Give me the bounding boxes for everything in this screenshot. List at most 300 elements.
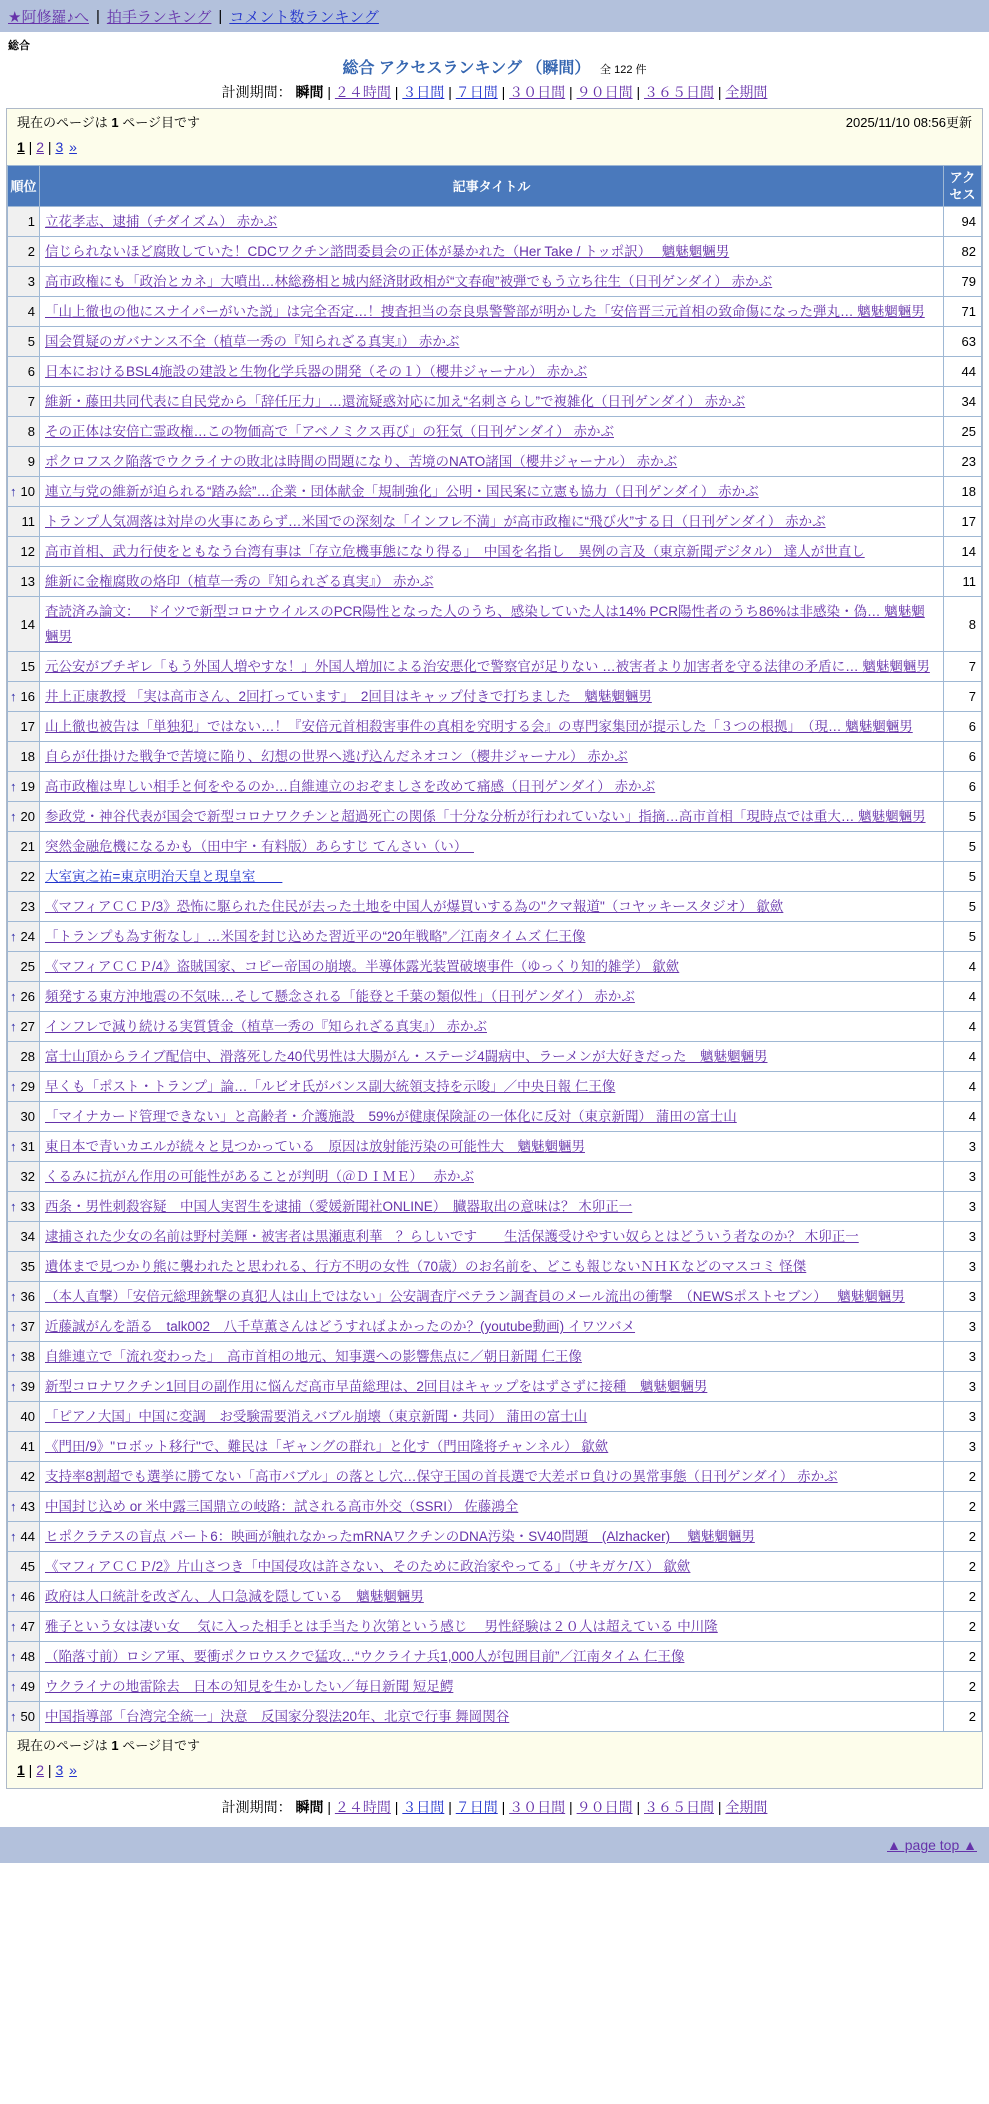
updated-timestamp: 2025/11/10 08:56更新 <box>845 115 972 130</box>
up-arrow-icon: ↑ <box>10 1289 17 1304</box>
title-cell <box>40 682 944 712</box>
rank-value: 5 <box>27 334 35 349</box>
rank-value: 19 <box>20 779 35 794</box>
period-separator: | <box>323 1799 335 1815</box>
article-link[interactable]: 早くも「ポスト・トランプ」論…「ルビオ氏がバンス副大統領支持を示唆」／中央日報 仁王像 <box>45 1079 616 1094</box>
title-cell <box>40 1072 944 1102</box>
rank-cell <box>8 1672 40 1702</box>
asyura-home-link[interactable]: ★阿修羅♪へ <box>8 8 89 26</box>
rank-cell <box>8 447 40 477</box>
table-row <box>8 652 982 682</box>
table-row <box>8 1342 982 1372</box>
rank-value: 42 <box>20 1469 35 1484</box>
title-cell <box>40 207 944 237</box>
access-value: 2 <box>944 1492 982 1522</box>
access-value: 2 <box>944 1582 982 1612</box>
rank-cell <box>8 1192 40 1222</box>
rank-cell <box>8 297 40 327</box>
table-row <box>8 802 982 832</box>
access-value: 44 <box>944 357 982 387</box>
rank-cell <box>8 1372 40 1402</box>
access-value: 3 <box>944 1222 982 1252</box>
access-value: 4 <box>944 982 982 1012</box>
access-value: 4 <box>944 952 982 982</box>
table-row <box>8 1312 982 1342</box>
table-row <box>8 682 982 712</box>
access-value: 2 <box>944 1702 982 1732</box>
access-value: 3 <box>944 1282 982 1312</box>
title-line <box>0 55 989 78</box>
table-row <box>8 1522 982 1552</box>
table-row <box>8 1222 982 1252</box>
article-link[interactable]: 富士山頂からライブ配信中、滑落死した40代男性は大腸がん・ステージ4闘病中、ラーメンが大好きだった 魑魅魍魎男 <box>45 1049 768 1064</box>
title-cell <box>40 1012 944 1042</box>
rank-value: 47 <box>20 1619 35 1634</box>
rank-cell <box>8 922 40 952</box>
article-link[interactable]: 《マフィアＣＣＰ/2》片山さつき「中国侵攻は許さない、そのために政治家やってる」（サキガケ/Ｘ） 歙歛 <box>45 1559 691 1574</box>
table-row <box>8 1552 982 1582</box>
article-link[interactable]: ヒポクラテスの盲点 パート6：映画が触れなかったmRNAワクチンのDNA汚染・SV40問題 (Alzhacker) 魑魅魍魎男 <box>45 1529 755 1544</box>
rank-value: 26 <box>20 989 35 1004</box>
period-link[interactable]: ３６５日間 <box>644 84 714 100</box>
rank-cell <box>8 1252 40 1282</box>
title-cell <box>40 237 944 267</box>
article-link[interactable]: 《マフィアＣＣＰ/3》恐怖に駆られた住民が去った土地を中国人が爆買いする為の"クマ報道"（コヤッキースタジオ） 歙歛 <box>45 899 784 914</box>
article-link[interactable]: 元公安がブチギレ「もう外国人増やすな！」外国人増加による治安悪化で警察官が足りない …被害者より加害者を守る法律の矛盾に… 魑魅魍魎男 <box>45 659 930 674</box>
article-link[interactable]: 自維連立で「流れ変わった」 高市首相の地元、知事選への影響焦点に／朝日新聞 仁王像 <box>45 1349 582 1364</box>
table-row <box>8 507 982 537</box>
rank-cell <box>8 357 40 387</box>
rank-value: 11 <box>21 514 35 529</box>
article-link[interactable]: 支持率8割超でも選挙に勝てない「高市バブル」の落とし穴…保守王国の首長選で大差ボロ負けの異常事態（日刊ゲンダイ） 赤かぶ <box>45 1469 838 1484</box>
access-value: 3 <box>944 1372 982 1402</box>
rank-value: 36 <box>20 1289 35 1304</box>
rank-cell <box>8 1072 40 1102</box>
rank-value: 39 <box>20 1379 35 1394</box>
title-cell <box>40 447 944 477</box>
article-link[interactable]: 信じられないほど腐敗していた！CDCワクチン諮問委員会の正体が暴かれた（Her Take / トッポ訳） 魑魅魍魎男 <box>45 244 730 259</box>
access-value: 8 <box>944 597 982 652</box>
period-current: 瞬間 <box>295 1799 324 1815</box>
title-cell <box>40 652 944 682</box>
title-cell <box>40 1132 944 1162</box>
rank-value: 1 <box>27 214 35 229</box>
article-link[interactable]: 東日本で青いカエルが続々と見つかっている 原因は放射能汚染の可能性大 魑魅魍魎男 <box>45 1139 585 1154</box>
period-link[interactable]: ７日間 <box>455 84 498 100</box>
period-separator: | <box>565 1799 577 1815</box>
title-cell <box>40 1192 944 1222</box>
period-separator: | <box>714 1799 726 1815</box>
access-value: 4 <box>944 1012 982 1042</box>
title-column-header: 記事タイトル <box>40 166 944 207</box>
page-info-text: 現在のページは 1 ページ目です <box>17 1738 200 1753</box>
article-link[interactable]: 《マフィアＣＣＰ/4》盗賊国家、コピー帝国の崩壊。半導体露光装置破壊事件（ゆっくり知的雑学） 歙歛 <box>45 959 680 974</box>
ranking-table <box>7 165 982 1732</box>
total-count: 全 122 件 <box>600 64 647 76</box>
period-link[interactable]: 全期間 <box>725 1799 768 1815</box>
period-label: 計測期間： <box>221 1799 292 1815</box>
up-arrow-icon: ↑ <box>10 989 17 1004</box>
article-link[interactable]: 《門田/9》"ロボット移行"で、難民は「ギャングの群れ」と化す（門田隆将チャンネル） 歙歛 <box>45 1439 609 1454</box>
access-value: 2 <box>944 1462 982 1492</box>
article-link[interactable]: 「トランプも為す術なし」…米国を封じ込めた習近平の“20年戦略”／江南タイムズ 仁王像 <box>45 929 586 944</box>
rank-value: 38 <box>20 1349 35 1364</box>
article-link[interactable]: 日本におけるBSL4施設の建設と生物化学兵器の開発（その１）（櫻井ジャーナル） 赤かぶ <box>45 364 588 379</box>
access-value: 3 <box>944 1402 982 1432</box>
table-row <box>8 1102 982 1132</box>
article-link[interactable]: 高市首相、武力行使をともなう台湾有事は「存立危機事態になり得る」 中国を名指し 異例の言及（東京新聞デジタル） 達人が世直し <box>45 544 865 559</box>
up-arrow-icon: ↑ <box>10 1619 17 1634</box>
period-link[interactable]: ３日間 <box>402 84 445 100</box>
article-link[interactable]: （陥落寸前）ロシア軍、要衝ポクロウスクで猛攻…“ウクライナ兵1,000人が包囲目前”／江南タイム 仁王像 <box>45 1649 685 1664</box>
rank-cell <box>8 327 40 357</box>
period-link[interactable]: ３０日間 <box>509 1799 566 1815</box>
access-value: 3 <box>944 1342 982 1372</box>
rank-value: 33 <box>20 1199 35 1214</box>
next-page-link[interactable]: » <box>69 1762 77 1778</box>
access-value: 14 <box>944 537 982 567</box>
table-row <box>8 1582 982 1612</box>
rank-value: 23 <box>20 899 35 914</box>
access-column-header: アクセス <box>944 166 982 207</box>
article-link[interactable]: 査読済み論文： ドイツで新型コロナウイルスのPCR陽性となった人のうち、感染していた人は14% PCR陽性者のうち86%は非感染・偽… 魑魅魍魎男 <box>45 604 925 644</box>
rank-cell <box>8 1162 40 1192</box>
rank-value: 25 <box>20 959 35 974</box>
article-link[interactable]: トランプ人気凋落は対岸の火事にあらず…米国での深刻な「インフレ不満」が高市政権に“飛び火”する日（日刊ゲンダイ） 赤かぶ <box>45 514 826 529</box>
title-cell <box>40 387 944 417</box>
title-cell <box>40 1582 944 1612</box>
next-page-link[interactable]: » <box>69 139 77 155</box>
page-number-current: 1 <box>17 139 25 155</box>
period-link[interactable]: ２４時間 <box>334 1799 391 1815</box>
access-value: 63 <box>944 327 982 357</box>
title-cell <box>40 1042 944 1072</box>
article-link[interactable]: インフレで減り続ける実質賃金（植草一秀の『知られざる真実』） 赤かぶ <box>45 1019 487 1034</box>
rank-cell <box>8 597 40 652</box>
article-link[interactable]: 政府は人口統計を改ざん、人口急減を隠している 魑魅魍魎男 <box>45 1589 424 1604</box>
rank-value: 9 <box>27 454 35 469</box>
top-nav-bar <box>0 0 989 32</box>
access-value: 2 <box>944 1552 982 1582</box>
table-row <box>8 1432 982 1462</box>
rank-cell <box>8 1552 40 1582</box>
article-link[interactable]: くるみに抗がん作用の可能性があることが判明（＠ＤＩＭＥ） 赤かぶ <box>45 1169 474 1184</box>
access-value: 5 <box>944 802 982 832</box>
table-row <box>8 832 982 862</box>
article-link[interactable]: ポクロフスク陥落でウクライナの敗北は時間の問題になり、苦境のNATO諸国（櫻井ジャーナル） 赤かぶ <box>45 454 678 469</box>
rank-cell <box>8 1462 40 1492</box>
rank-value: 27 <box>20 1019 35 1034</box>
article-link[interactable]: 中国指導部「台湾完全統一」決意 反国家分裂法20年、北京で行事 舞岡関谷 <box>45 1709 510 1724</box>
period-separator: | <box>444 84 456 100</box>
table-row <box>8 1072 982 1102</box>
rank-value: 6 <box>27 364 35 379</box>
article-link[interactable]: ウクライナの地雷除去 日本の知見を生かしたい／毎日新聞 短足鰐 <box>45 1679 454 1694</box>
access-value: 5 <box>944 922 982 952</box>
page-number-link[interactable]: 2 <box>36 1762 45 1778</box>
rank-cell <box>8 267 40 297</box>
access-value: 7 <box>944 682 982 712</box>
title-cell <box>40 1522 944 1552</box>
table-row <box>8 892 982 922</box>
table-row <box>8 1192 982 1222</box>
access-value: 3 <box>944 1432 982 1462</box>
article-link[interactable]: 「マイナカード管理できない」と高齢者・介護施設 59%が健康保険証の一体化に反対（東京新聞） 蒲田の富士山 <box>45 1109 737 1124</box>
access-value: 82 <box>944 237 982 267</box>
title-cell <box>40 1612 944 1642</box>
rank-value: 30 <box>20 1109 35 1124</box>
article-link[interactable]: 雅子という女は凄い女 ＿気に入った相手とは手当たり次第という感じ ＿男性経験は２０人は超えている 中川隆 <box>45 1619 718 1634</box>
article-link[interactable]: 国会質疑のガバナンス不全（植草一秀の『知られざる真実』） 赤かぶ <box>45 334 460 349</box>
period-selector-top <box>0 82 989 102</box>
title-cell <box>40 1342 944 1372</box>
rank-value: 8 <box>27 424 35 439</box>
title-cell <box>40 862 944 892</box>
page-number-current: 1 <box>17 1762 25 1778</box>
title-cell <box>40 952 944 982</box>
article-link[interactable]: 連立与党の維新が迫られる“踏み絵”…企業・団体献金「規制強化」公明・国民案に立憲も協力（日刊ゲンダイ） 赤かぶ <box>45 484 759 499</box>
table-row <box>8 387 982 417</box>
rank-cell <box>8 862 40 892</box>
rank-cell <box>8 1342 40 1372</box>
title-cell <box>40 892 944 922</box>
page-number-link[interactable]: 3 <box>55 1762 64 1778</box>
rank-cell <box>8 1402 40 1432</box>
table-row <box>8 477 982 507</box>
article-link[interactable]: 高市政権にも「政治とカネ」大噴出…林総務相と城内経済財政相が“文春砲”被弾でもう立ち往生（日刊ゲンダイ） 赤かぶ <box>45 274 773 289</box>
page-info-box-top <box>7 109 982 165</box>
rank-value: 12 <box>20 544 35 559</box>
period-separator: | <box>632 84 644 100</box>
article-link[interactable]: 西条・男性刺殺容疑 中国人実習生を逮捕（愛媛新聞社ONLINE） 臓器取出の意味は？ 木卯正一 <box>45 1199 633 1214</box>
period-separator: | <box>497 84 510 100</box>
title-cell <box>40 1312 944 1342</box>
table-row <box>8 1702 982 1732</box>
rank-cell <box>8 742 40 772</box>
period-link[interactable]: ３６５日間 <box>644 1799 714 1815</box>
up-arrow-icon: ↑ <box>10 1349 17 1364</box>
table-row <box>8 862 982 892</box>
access-value: 5 <box>944 862 982 892</box>
rank-cell <box>8 507 40 537</box>
access-value: 2 <box>944 1672 982 1702</box>
up-arrow-icon: ↑ <box>10 1139 17 1154</box>
period-link[interactable]: ７日間 <box>455 1799 498 1815</box>
table-row <box>8 447 982 477</box>
page-info-text: 現在のページは 1 ページ目です <box>17 115 200 130</box>
rank-cell <box>8 1222 40 1252</box>
article-link[interactable]: 参政党・神谷代表が国会で新型コロナワクチンと超過死亡の関係「十分な分析が行われていない」指摘…高市首相「現時点では重大… 魑魅魍魎男 <box>45 809 926 824</box>
content-frame <box>6 108 983 1789</box>
access-value: 6 <box>944 742 982 772</box>
period-link[interactable]: 全期間 <box>725 84 768 100</box>
article-link[interactable]: 逮捕された少女の名前は野村美輝・被害者は黒瀬恵利華 ？らしいです 生活保護受けやすい奴らとはどういう者なのか？ 木卯正一 <box>45 1229 859 1244</box>
up-arrow-icon: ↑ <box>10 779 17 794</box>
access-value: 4 <box>944 1102 982 1132</box>
up-arrow-icon: ↑ <box>10 1679 17 1694</box>
article-link[interactable]: 立花孝志、逮捕（チダイズム） 赤かぶ <box>45 214 278 229</box>
article-link[interactable]: 「山上徹也の他にスナイパーがいた説」は完全否定…！捜査担当の奈良県警警部が明かした「安倍晋三元首相の致命傷になった弾丸… 魑魅魍魎男 <box>45 304 925 319</box>
access-value: 3 <box>944 1162 982 1192</box>
table-row <box>8 327 982 357</box>
rank-cell <box>8 1282 40 1312</box>
title-cell <box>40 507 944 537</box>
article-link[interactable]: その正体は安倍亡霊政権…この物価高で「アベノミクス再び」の狂気（日刊ゲンダイ） 赤かぶ <box>45 424 614 439</box>
up-arrow-icon: ↑ <box>10 1019 17 1034</box>
period-separator: | <box>444 1799 456 1815</box>
rank-value: 22 <box>20 869 35 884</box>
article-link[interactable]: 遺体まで見つかり熊に襲われたと思われる、行方不明の女性（70歳）のお名前を、どこも報じないＮＨＫなどのマスコミ 怪傑 <box>45 1259 807 1274</box>
rank-value: 37 <box>20 1319 35 1334</box>
article-link[interactable]: 突然金融危機になるかも（田中宇・有料版）あらすじ てんさい（い） <box>45 839 474 854</box>
rank-cell <box>8 477 40 507</box>
article-link[interactable]: 中国封じ込め or 米中露三国鼎立の岐路：試される高市外交（SSRI） 佐藤鴻全 <box>45 1499 519 1514</box>
rank-cell <box>8 1102 40 1132</box>
title-cell <box>40 772 944 802</box>
period-selector-bottom <box>0 1797 989 1817</box>
up-arrow-icon: ↑ <box>10 1199 17 1214</box>
title-cell <box>40 1672 944 1702</box>
rank-value: 21 <box>20 839 35 854</box>
rank-cell <box>8 1432 40 1462</box>
access-value: 79 <box>944 267 982 297</box>
title-cell <box>40 802 944 832</box>
comment-ranking-link[interactable]: コメント数ランキング <box>229 8 379 26</box>
table-row <box>8 417 982 447</box>
rank-value: 49 <box>20 1679 35 1694</box>
article-link[interactable]: 近藤誠がんを語る talk002 八千草薫さんはどうすればよかったのか？(youtube動画) イワツバメ <box>45 1319 636 1334</box>
up-arrow-icon: ↑ <box>10 1589 17 1604</box>
title-cell <box>40 1432 944 1462</box>
rank-value: 15 <box>20 659 35 674</box>
article-link[interactable]: 維新に金権腐敗の烙印（植草一秀の『知られざる真実』） 赤かぶ <box>45 574 434 589</box>
rank-value: 35 <box>20 1259 35 1274</box>
title-cell <box>40 267 944 297</box>
title-cell <box>40 922 944 952</box>
up-arrow-icon: ↑ <box>10 1499 17 1514</box>
page-number-link[interactable]: 3 <box>55 139 64 155</box>
article-link[interactable]: 自らが仕掛けた戦争で苦境に陥り、幻想の世界へ逃げ込んだネオコン（櫻井ジャーナル） 赤かぶ <box>45 749 628 764</box>
rank-cell <box>8 1312 40 1342</box>
access-value: 23 <box>944 447 982 477</box>
rank-cell <box>8 1012 40 1042</box>
up-arrow-icon: ↑ <box>10 1709 17 1724</box>
rank-value: 45 <box>20 1559 35 1574</box>
title-cell <box>40 1402 944 1432</box>
rank-cell <box>8 982 40 1012</box>
table-row <box>8 712 982 742</box>
period-separator: | <box>497 1799 510 1815</box>
rank-cell <box>8 1492 40 1522</box>
table-row <box>8 922 982 952</box>
access-value: 25 <box>944 417 982 447</box>
period-link[interactable]: ２４時間 <box>334 84 391 100</box>
article-link[interactable]: 山上徹也被告は「単独犯」ではない…！『安倍元首相殺害事件の真相を究明する会』の専門家集団が提示した「３つの根拠」 （現… 魑魅魍魎男 <box>45 719 913 734</box>
page-top-bar <box>0 1827 989 1863</box>
period-label: 計測期間： <box>221 84 292 100</box>
rank-value: 44 <box>20 1529 35 1544</box>
title-cell <box>40 1492 944 1522</box>
title-cell <box>40 1222 944 1252</box>
access-value: 2 <box>944 1642 982 1672</box>
rank-value: 50 <box>20 1709 35 1724</box>
up-arrow-icon: ↑ <box>10 1529 17 1544</box>
title-cell <box>40 597 944 652</box>
rank-cell <box>8 802 40 832</box>
period-link[interactable]: ９０日間 <box>576 84 633 100</box>
period-link[interactable]: ３日間 <box>402 1799 445 1815</box>
title-cell <box>40 1372 944 1402</box>
up-arrow-icon: ↑ <box>10 1379 17 1394</box>
title-cell <box>40 982 944 1012</box>
table-row <box>8 1642 982 1672</box>
article-link[interactable]: 新型コロナワクチン1回目の副作用に悩んだ高市早苗総理は、2回目はキャップをはずさずに接種 魑魅魍魎男 <box>45 1379 708 1394</box>
rank-cell <box>8 567 40 597</box>
rank-cell <box>8 832 40 862</box>
rank-cell <box>8 387 40 417</box>
access-value: 4 <box>944 1042 982 1072</box>
up-arrow-icon: ↑ <box>10 929 17 944</box>
access-value: 2 <box>944 1522 982 1552</box>
rank-cell <box>8 1522 40 1552</box>
article-link[interactable]: 「ピアノ大国」中国に変調 お受験需要消えバブル崩壊（東京新聞・共同） 蒲田の富士山 <box>45 1409 588 1424</box>
page-number-link[interactable]: 2 <box>36 139 45 155</box>
table-row <box>8 982 982 1012</box>
up-arrow-icon: ↑ <box>10 689 17 704</box>
access-value: 2 <box>944 1612 982 1642</box>
rank-column-header: 順位 <box>8 166 40 207</box>
rank-cell <box>8 1042 40 1072</box>
article-link[interactable]: 頻発する東方沖地震の不気味…そして懸念される「能登と千葉の類似性」（日刊ゲンダイ） 赤かぶ <box>45 989 635 1004</box>
rank-value: 7 <box>27 394 35 409</box>
period-link[interactable]: ３０日間 <box>509 84 566 100</box>
rank-value: 43 <box>20 1499 35 1514</box>
rank-value: 24 <box>20 929 35 944</box>
title-cell <box>40 1102 944 1132</box>
article-link[interactable]: 大室寅之祐=東京明治天皇と現皇室 <box>45 869 283 884</box>
period-link[interactable]: ９０日間 <box>576 1799 633 1815</box>
rank-value: 40 <box>20 1409 35 1424</box>
period-separator: | <box>632 1799 644 1815</box>
title-cell <box>40 712 944 742</box>
rank-cell <box>8 952 40 982</box>
rank-value: 29 <box>20 1079 35 1094</box>
rank-value: 10 <box>20 484 35 499</box>
title-cell <box>40 567 944 597</box>
rank-value: 18 <box>20 749 35 764</box>
clap-ranking-link[interactable]: 拍手ランキング <box>106 8 212 26</box>
article-link[interactable]: （本人直撃）「安倍元総理銃撃の真犯人は山上ではない」公安調査庁ベテラン調査員のメール流出の衝撃 （NEWSポストセブン） 魑魅魍魎男 <box>45 1289 905 1304</box>
article-link[interactable]: 井上正康教授 「実は高市さん、2回打っています」 2回目はキャップ付きで打ちました 魑魅魍魎男 <box>45 689 652 704</box>
page-top-link[interactable]: ▲ page top ▲ <box>887 1837 977 1853</box>
access-value: 5 <box>944 892 982 922</box>
category-label: 総合 <box>8 40 30 52</box>
access-value: 3 <box>944 1132 982 1162</box>
nav-separator: | <box>218 7 223 25</box>
rank-cell <box>8 237 40 267</box>
rank-value: 16 <box>20 689 35 704</box>
table-row <box>8 567 982 597</box>
article-link[interactable]: 維新・藤田共同代表に自民党から「辞任圧力」…還流疑惑対応に加え“名刺さらし”で複雑化（日刊ゲンダイ） 赤かぶ <box>45 394 746 409</box>
table-row <box>8 742 982 772</box>
article-link[interactable]: 高市政権は卑しい相手と何をやるのか…自維連立のおぞましさを改めて痛感（日刊ゲンダイ） 赤かぶ <box>45 779 656 794</box>
access-value: 71 <box>944 297 982 327</box>
rank-value: 46 <box>20 1589 35 1604</box>
access-value: 94 <box>944 207 982 237</box>
table-row <box>8 1672 982 1702</box>
title-cell <box>40 327 944 357</box>
title-cell <box>40 1252 944 1282</box>
